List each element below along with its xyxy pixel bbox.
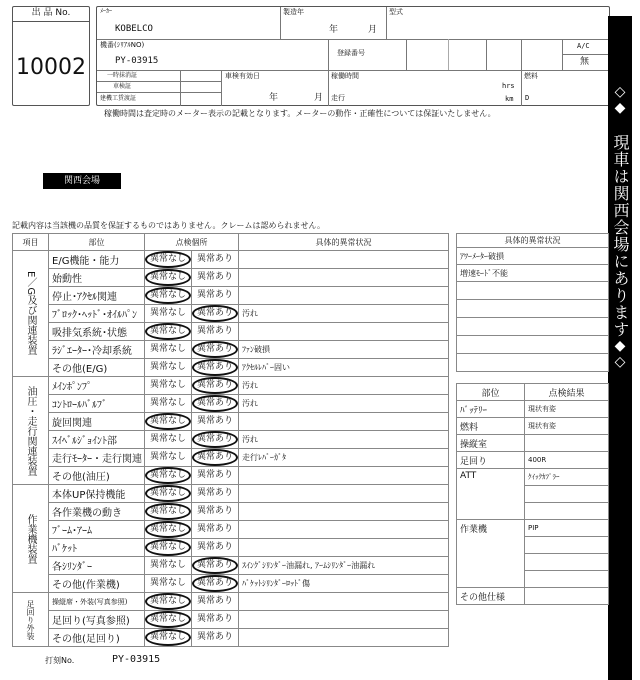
result-row [457, 452, 609, 469]
result-part-cell: 足回り [457, 452, 525, 469]
inspection-row [13, 431, 449, 449]
check-none-cell[interactable] [145, 611, 192, 629]
check-none-cell[interactable] [145, 485, 192, 503]
check-abnormal-cell[interactable] [192, 467, 239, 485]
option-abnormality[interactable]: 異常あり [196, 614, 233, 624]
inspection-row [13, 323, 449, 341]
check-none-cell[interactable] [145, 521, 192, 539]
result-part-cell: その他仕様 [457, 588, 525, 605]
option-no-abnormality[interactable]: 異常なし [145, 251, 191, 268]
option-no-abnormality[interactable]: 異常なし [149, 434, 186, 444]
inspection-row [13, 269, 449, 287]
extra-abnormal-cell [457, 282, 609, 300]
part-cell: ﾌﾞﾛｯｸ･ﾍｯﾄﾞ･ｵｲﾙﾊﾟﾝ [49, 305, 145, 323]
detail-cell [239, 485, 449, 503]
extra-abnormal-row [457, 354, 609, 372]
year-label: 製造年 [283, 8, 304, 16]
extra-abnormal-row [457, 336, 609, 354]
part-cell: 本体UP保持機能 [49, 485, 145, 503]
option-no-abnormality[interactable]: 異常なし [149, 308, 186, 318]
check-abnormal-cell[interactable] [192, 359, 239, 377]
result-header-result: 点検結果 [525, 384, 609, 401]
month-unit: 月 [368, 25, 378, 35]
check-abnormal-cell[interactable] [192, 431, 239, 449]
detail-cell: 汚れ [239, 377, 449, 395]
option-abnormality[interactable]: 異常あり [196, 506, 233, 516]
option-no-abnormality[interactable]: 異常なし [145, 485, 191, 502]
check-abnormal-cell[interactable] [192, 341, 239, 359]
check-none-cell[interactable] [145, 359, 192, 377]
option-no-abnormality[interactable]: 異常なし [145, 269, 191, 286]
part-cell: ﾌﾞｰﾑ･ｱｰﾑ [49, 521, 145, 539]
option-no-abnormality[interactable]: 異常なし [145, 413, 191, 430]
check-none-cell[interactable] [145, 395, 192, 413]
check-none-cell[interactable] [145, 413, 192, 431]
lot-number-box [12, 6, 90, 106]
inspection-row [13, 413, 449, 431]
result-row [457, 520, 609, 537]
inspection-row [13, 521, 449, 539]
result-value-cell: 現状有姿 [525, 401, 609, 418]
hours-disclaimer: 稼働時間は査定時のメーター表示の記載となります。メーターの動作・正確性については保証いたしません。 [104, 109, 496, 118]
inspection-row [13, 557, 449, 575]
result-row [457, 588, 609, 605]
check-none-cell[interactable] [145, 251, 192, 269]
maker-value: KOBELCO [115, 24, 153, 34]
detail-cell [239, 629, 449, 647]
part-cell: ﾊﾞｹｯﾄ [49, 539, 145, 557]
part-cell: 各ｼﾘﾝﾀﾞｰ [49, 557, 145, 575]
extra-abnormal-cell [457, 318, 609, 336]
option-no-abnormality[interactable]: 異常なし [145, 503, 191, 520]
category-cell: E／G及び関連装置 [13, 251, 49, 377]
inspection-row [13, 611, 449, 629]
extra-abnormal-table [456, 233, 609, 372]
result-row [457, 401, 609, 418]
detail-cell [239, 593, 449, 611]
lot-number: 10002 [16, 55, 86, 80]
option-abnormality[interactable]: 異常あり [192, 305, 238, 322]
option-abnormality[interactable]: 異常あり [192, 431, 238, 448]
part-cell: 各作業機の動き [49, 503, 145, 521]
ac-label: A/C [577, 42, 590, 50]
option-abnormality[interactable]: 異常あり [196, 488, 233, 498]
result-value-cell [525, 435, 609, 452]
check-abnormal-cell[interactable] [192, 449, 239, 467]
diamond-filled-icon: ◆ [614, 338, 626, 354]
check-abnormal-cell[interactable] [192, 269, 239, 287]
option-no-abnormality[interactable]: 異常なし [145, 287, 191, 304]
result-value-cell [525, 537, 609, 554]
part-cell: 走行ﾓｰﾀｰ・走行関連 [49, 449, 145, 467]
inspection-row [13, 251, 449, 269]
result-row [457, 435, 609, 452]
check-none-cell[interactable] [145, 341, 192, 359]
detail-cell [239, 287, 449, 305]
detail-cell: ﾌｧﾝ破損 [239, 341, 449, 359]
inspection-row [13, 395, 449, 413]
check-abnormal-cell[interactable] [192, 305, 239, 323]
location-sidebar [608, 16, 632, 680]
part-cell: その他(作業機) [49, 575, 145, 593]
result-part-cell: 作業機 [457, 520, 525, 588]
inspection-result-table [456, 383, 609, 605]
result-part-cell: 燃料 [457, 418, 525, 435]
ac-value: 無 [580, 57, 590, 67]
check-abnormal-cell[interactable] [192, 377, 239, 395]
detail-cell: 汚れ [239, 305, 449, 323]
diamond-filled-icon: ◆ [614, 100, 626, 116]
option-abnormality[interactable]: 異常あり [192, 341, 238, 358]
extra-abnormal-header: 具体的異常状況 [457, 234, 609, 248]
option-no-abnormality[interactable]: 異常なし [149, 578, 186, 588]
inspection-row [13, 287, 449, 305]
mileage-unit: km [505, 95, 514, 103]
venue-badge: 関西会場 [43, 173, 121, 189]
option-no-abnormality[interactable]: 異常なし [149, 362, 186, 372]
option-no-abnormality[interactable]: 異常なし [145, 629, 191, 646]
result-part-cell: ﾊﾞｯﾃﾘｰ [457, 401, 525, 418]
maker-label: ﾒｰｶｰ [100, 8, 113, 15]
category-cell: 作業機装置 [13, 485, 49, 593]
result-value-cell: 400R [525, 452, 609, 469]
part-cell: その他(E/G) [49, 359, 145, 377]
mileage-label: 走行 [331, 94, 345, 102]
detail-cell [239, 521, 449, 539]
check-none-cell[interactable] [145, 503, 192, 521]
result-value-cell [525, 486, 609, 503]
detail-cell [239, 413, 449, 431]
option-abnormality[interactable]: 異常あり [196, 632, 233, 642]
option-abnormality[interactable]: 異常あり [192, 449, 238, 466]
part-cell: 旋回関連 [49, 413, 145, 431]
year-unit: 年 [329, 25, 339, 35]
option-abnormality[interactable]: 異常あり [192, 395, 238, 412]
check-abnormal-cell[interactable] [192, 521, 239, 539]
result-value-cell: PIP [525, 520, 609, 537]
check-abnormal-cell[interactable] [192, 323, 239, 341]
option-no-abnormality[interactable]: 異常なし [145, 323, 191, 340]
part-cell: 吸排気系統･状態 [49, 323, 145, 341]
part-cell: E/G機能・能力 [49, 251, 145, 269]
part-cell: 始動性 [49, 269, 145, 287]
inspection-row [13, 467, 449, 485]
part-cell: 操縦席・外装(写真参照) [49, 593, 145, 611]
inspection-expiry-label: 車検有効日 [225, 72, 260, 80]
check-abnormal-cell[interactable] [192, 251, 239, 269]
option-abnormality[interactable]: 異常あり [192, 359, 238, 376]
result-value-cell: 現状有姿 [525, 418, 609, 435]
result-value-cell [525, 588, 609, 605]
check-none-cell[interactable] [145, 431, 192, 449]
option-no-abnormality[interactable]: 異常なし [145, 521, 191, 538]
inspection-row [13, 503, 449, 521]
detail-cell: ｱｸｾﾙﾚﾊﾞｰ固い [239, 359, 449, 377]
result-value-cell [525, 503, 609, 520]
fuel-value: D [525, 94, 530, 102]
option-no-abnormality[interactable]: 異常なし [149, 452, 186, 462]
header-category: 項目 [13, 234, 49, 251]
part-cell: ｽｲﾍﾞﾙｼﾞｮｲﾝﾄ部 [49, 431, 145, 449]
inspection-row [13, 629, 449, 647]
extra-abnormal-row [457, 300, 609, 318]
check-abnormal-cell[interactable] [192, 413, 239, 431]
diamond-outline-icon: ◇ [614, 354, 626, 370]
inspection-row [13, 539, 449, 557]
result-value-cell: ｸｲｯｸｶﾌﾟﾗｰ [525, 469, 609, 486]
option-no-abnormality[interactable]: 異常なし [149, 380, 186, 390]
result-part-cell: 操縦室 [457, 435, 525, 452]
stamp-value: PY-03915 [112, 654, 161, 665]
option-abnormality[interactable]: 異常あり [196, 470, 233, 480]
serial-label: 機番(ｼﾘｱﾙNO) [100, 41, 145, 49]
check-none-cell[interactable] [145, 467, 192, 485]
option-no-abnormality[interactable]: 異常なし [145, 593, 191, 610]
option-abnormality[interactable]: 異常あり [192, 557, 238, 574]
extra-abnormal-row [457, 265, 609, 282]
check-abnormal-cell[interactable] [192, 395, 239, 413]
result-header-part: 部位 [457, 384, 525, 401]
inspection-month-unit: 月 [314, 93, 324, 103]
inspection-table [12, 233, 449, 647]
extra-abnormal-cell: 増速ﾓｰﾄﾞ不能 [457, 265, 609, 282]
stamp-label: 打刻No. [45, 656, 75, 665]
check-none-cell[interactable] [145, 629, 192, 647]
extra-abnormal-row [457, 318, 609, 336]
part-cell: ﾒｲﾝﾎﾟﾝﾌﾟ [49, 377, 145, 395]
option-abnormality[interactable]: 異常あり [196, 326, 233, 336]
diamond-outline-icon: ◇ [614, 84, 626, 100]
registration-label: 登録番号 [337, 49, 365, 57]
extra-abnormal-row [457, 248, 609, 265]
check-none-cell[interactable] [145, 287, 192, 305]
check-abnormal-cell[interactable] [192, 575, 239, 593]
extra-abnormal-cell [457, 300, 609, 318]
option-abnormality[interactable]: 異常あり [192, 377, 238, 394]
part-cell: 停止･ｱｸｾﾙ関連 [49, 287, 145, 305]
fuel-label: 燃料 [524, 72, 538, 80]
check-abnormal-cell[interactable] [192, 611, 239, 629]
detail-cell [239, 611, 449, 629]
check-abnormal-cell[interactable] [192, 287, 239, 305]
extra-abnormal-cell: ｱﾜｰﾒｰﾀｰ破損 [457, 248, 609, 265]
option-no-abnormality[interactable]: 異常なし [149, 560, 186, 570]
inspection-row [13, 359, 449, 377]
result-value-cell [525, 554, 609, 571]
inspection-row [13, 449, 449, 467]
inspection-row [13, 485, 449, 503]
inspection-row [13, 377, 449, 395]
detail-cell [239, 467, 449, 485]
option-abnormality[interactable]: 異常あり [196, 416, 233, 426]
header-part: 部位 [49, 234, 145, 251]
extra-abnormal-row [457, 282, 609, 300]
option-abnormality[interactable]: 異常あり [196, 254, 233, 264]
quality-disclaimer: 記載内容は当該機の品質を保証するものではありません。クレームは認められません。 [12, 221, 325, 230]
option-abnormality[interactable]: 異常あり [196, 524, 233, 534]
hours-label: 稼働時間 [331, 72, 359, 80]
inspection-row [13, 341, 449, 359]
check-abnormal-cell[interactable] [192, 503, 239, 521]
check-abnormal-cell[interactable] [192, 485, 239, 503]
vehicle-info-box [96, 6, 610, 106]
detail-cell [239, 539, 449, 557]
part-cell: その他(足回り) [49, 629, 145, 647]
inspection-row [13, 305, 449, 323]
option-no-abnormality[interactable]: 異常なし [149, 344, 186, 354]
inspection-row [13, 593, 449, 611]
check-none-cell[interactable] [145, 269, 192, 287]
check-none-cell[interactable] [145, 557, 192, 575]
result-row [457, 418, 609, 435]
part-cell: その他(油圧) [49, 467, 145, 485]
part-cell: ｺﾝﾄﾛｰﾙﾊﾞﾙﾌﾞ [49, 395, 145, 413]
detail-cell: ﾊﾞｹｯﾄｼﾘﾝﾀﾞｰﾛｯﾄﾞ傷 [239, 575, 449, 593]
detail-cell [239, 503, 449, 521]
detail-cell: ｽｲﾝｸﾞｼﾘﾝﾀﾞｰ油漏れ, ｱｰﾑｼﾘﾝﾀﾞｰ油漏れ [239, 557, 449, 575]
model-label: 型式 [389, 8, 403, 16]
location-notice: 現車は関西会場にあります [611, 134, 630, 338]
option-abnormality[interactable]: 異常あり [196, 272, 233, 282]
option-abnormality[interactable]: 異常あり [196, 596, 233, 606]
result-row [457, 469, 609, 486]
option-abnormality[interactable]: 異常あり [192, 575, 238, 592]
part-cell: 足回り(写真参照) [49, 611, 145, 629]
option-abnormality[interactable]: 異常あり [196, 290, 233, 300]
check-none-cell[interactable] [145, 449, 192, 467]
cert-temporary-cancel: 一時抹消証 [107, 72, 138, 79]
check-none-cell[interactable] [145, 593, 192, 611]
part-cell: ﾗｼﾞｴｰﾀｰ･冷却系統 [49, 341, 145, 359]
option-no-abnormality[interactable]: 異常なし [145, 611, 191, 628]
detail-cell [239, 269, 449, 287]
check-none-cell[interactable] [145, 305, 192, 323]
lot-label: 出 品 No. [31, 8, 71, 18]
detail-cell: 走行ﾚﾊﾞｰｶﾞﾀ [239, 449, 449, 467]
header-detail: 具体的異常状況 [239, 234, 449, 251]
extra-abnormal-cell [457, 354, 609, 372]
detail-cell: 汚れ [239, 395, 449, 413]
extra-abnormal-cell [457, 336, 609, 354]
inspection-year-unit: 年 [269, 93, 279, 103]
check-abnormal-cell[interactable] [192, 593, 239, 611]
option-no-abnormality[interactable]: 異常なし [149, 398, 186, 408]
hours-unit: hrs [502, 82, 515, 90]
result-value-cell [525, 571, 609, 588]
result-part-cell: ATT [457, 469, 525, 520]
header-check: 点検個所 [145, 234, 239, 251]
check-none-cell[interactable] [145, 323, 192, 341]
inspection-row [13, 575, 449, 593]
serial-value: PY-03915 [115, 56, 159, 66]
option-no-abnormality[interactable]: 異常なし [145, 539, 191, 556]
check-abnormal-cell[interactable] [192, 557, 239, 575]
detail-cell [239, 251, 449, 269]
cert-vehicle-inspection: 車検証 [113, 83, 132, 90]
category-cell: 油圧・走行関連装置 [13, 377, 49, 485]
option-abnormality[interactable]: 異常あり [196, 542, 233, 552]
check-abnormal-cell[interactable] [192, 629, 239, 647]
check-none-cell[interactable] [145, 575, 192, 593]
option-no-abnormality[interactable]: 異常なし [145, 467, 191, 484]
detail-cell: 汚れ [239, 431, 449, 449]
detail-cell [239, 323, 449, 341]
check-abnormal-cell[interactable] [192, 539, 239, 557]
cert-construction-transfer: 建機工賃渡証 [100, 95, 137, 102]
check-none-cell[interactable] [145, 539, 192, 557]
check-none-cell[interactable] [145, 377, 192, 395]
category-cell: 足回り外装 [13, 593, 49, 647]
